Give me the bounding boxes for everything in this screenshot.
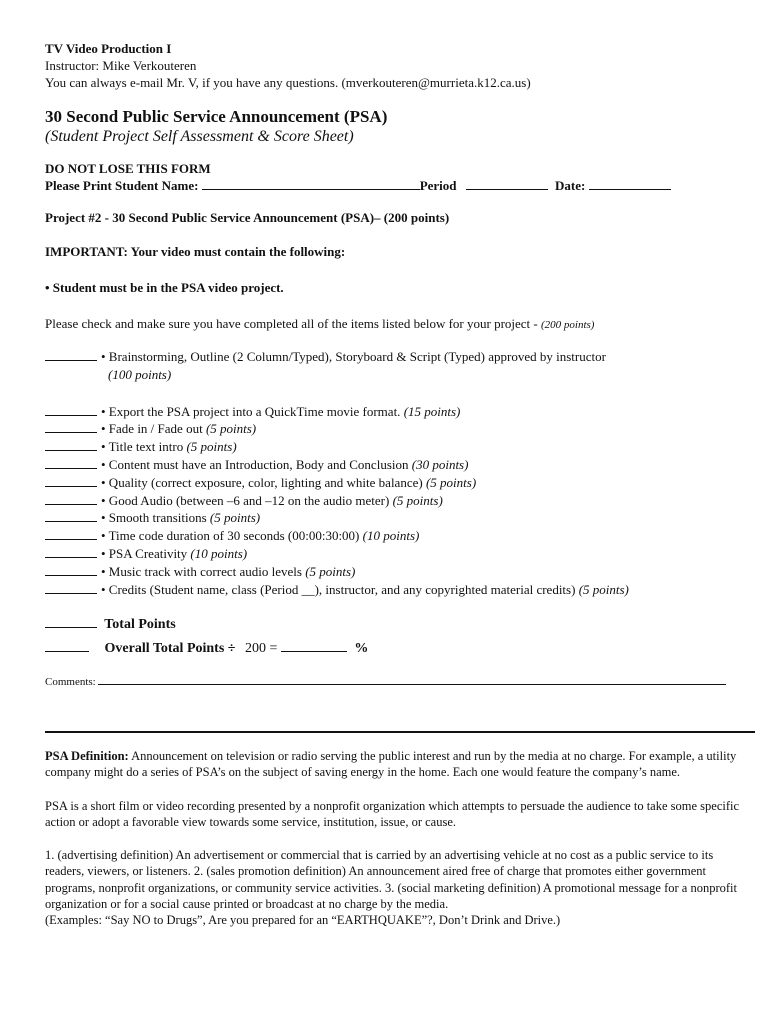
item-text: • Brainstorming, Outline (2 Column/Typed), Storyboard & Script (Typed) approved by instructor <box>101 349 606 364</box>
checkbox-line[interactable] <box>45 404 97 416</box>
psa-numbered-definitions: 1. (advertising definition) An advertisement or commercial that is carried by an advertising vehicle at no cost as a public service to its readers, viewers, or listeners. 2. (sales promotion definition) An announcement aired free of charge that promotes either government programs, nonprofit organizations, or community service activities. 3. (social marketing definition) A promotional message for a nonprofit organization or for a social cause printed or broadcast at no charge by the media. <box>45 848 737 912</box>
notice: DO NOT LOSE THIS FORM <box>45 161 211 176</box>
item-text: • Music track with correct audio levels <box>101 563 306 579</box>
item-points: (5 points) <box>578 581 629 597</box>
comments-field[interactable] <box>98 676 726 685</box>
item-points: (5 points) <box>186 439 237 455</box>
comments-row <box>45 674 735 691</box>
item-points: (30 points) <box>411 456 469 472</box>
checkbox-line[interactable] <box>45 582 97 594</box>
student-name-label: Please Print Student Name: <box>45 178 199 193</box>
instruction-line <box>45 315 735 334</box>
checklist-item <box>45 581 735 599</box>
item-text: • Good Audio (between –6 and –12 on the audio meter) <box>101 492 393 508</box>
checklist-item <box>45 563 735 581</box>
overall-total-row <box>45 640 735 657</box>
project-line: Project #2 - 30 Second Public Service Announcement (PSA)– (200 points) <box>45 210 450 225</box>
checklist-item <box>45 474 735 492</box>
date-field[interactable] <box>589 178 671 190</box>
checklist-item <box>45 545 735 563</box>
checklist-item <box>45 509 735 527</box>
checkbox-line[interactable] <box>45 528 97 540</box>
checkbox-line[interactable] <box>45 546 97 558</box>
item-text: • Export the PSA project into a QuickTime movie format. <box>101 403 404 419</box>
checkbox-line[interactable] <box>45 510 97 522</box>
percent-sign: % <box>354 641 369 657</box>
total-points-field[interactable] <box>45 616 97 628</box>
checklist-first-item <box>45 348 735 384</box>
page-title: 30 Second Public Service Announcement (PSA) <box>45 107 388 126</box>
checklist-item <box>45 492 735 510</box>
section-divider <box>45 731 755 733</box>
psa-description: PSA is a short film or video recording presented by a nonprofit organization which attempts to persuade the audience to take some specific action or adopt a favorable view towards some service, institution, issue, or cause. <box>45 798 740 829</box>
item-text: • Content must have an Introduction, Body and Conclusion <box>101 456 412 472</box>
item-points: (5 points) <box>392 492 443 508</box>
checkbox-line[interactable] <box>45 421 97 433</box>
instruction-points: (200 points) <box>541 319 595 331</box>
overall-total-field[interactable] <box>45 640 89 652</box>
checklist-item <box>45 527 735 545</box>
psa-definition-text: Announcement on television or radio serving the public interest and run by the media at no charge. For example, a utility company might do a series of PSA’s on the subject of saving energy in the home. Each one would feature the company’s name. <box>45 749 737 780</box>
checkbox-line[interactable] <box>45 493 97 505</box>
period-label: Period <box>419 178 457 193</box>
item-points: (5 points) <box>209 510 261 526</box>
psa-definition-label: PSA Definition: <box>45 749 129 763</box>
checkbox-line[interactable] <box>45 349 97 361</box>
checklist-item <box>45 403 735 421</box>
date-label: Date: <box>555 178 586 193</box>
divisor-text: 200 = <box>244 641 278 657</box>
psa-definition <box>45 748 740 781</box>
item-text: • Time code duration of 30 seconds (00:00:30:00) <box>101 528 363 544</box>
item-points: (15 points) <box>403 403 461 419</box>
checkbox-line[interactable] <box>45 439 97 451</box>
item-text: • PSA Creativity <box>101 545 191 561</box>
overall-total-label: Overall Total Points ÷ <box>104 641 236 657</box>
psa-examples: (Examples: “Say NO to Drugs”, Are you prepared for an “EARTHQUAKE”?, Don’t Drink and Drive.) <box>45 913 561 928</box>
checklist-item <box>45 456 735 474</box>
checkbox-line[interactable] <box>45 475 97 487</box>
total-points-label: Total Points <box>104 617 176 633</box>
item-text: • Smooth transitions <box>101 510 210 526</box>
item-points: (10 points) <box>362 528 420 544</box>
item-points: (10 points) <box>190 545 248 561</box>
score-sheet <box>45 40 735 691</box>
instructor-name: Instructor: Mike Verkouteren <box>45 58 197 73</box>
definitions-section <box>45 748 740 929</box>
item-points: (5 points) <box>305 563 356 579</box>
item-text: • Quality (correct exposure, color, lighting and white balance) <box>101 474 426 490</box>
checklist-item <box>45 420 735 438</box>
percent-field[interactable] <box>281 640 347 652</box>
page-subtitle: (Student Project Self Assessment & Score Sheet) <box>45 128 354 145</box>
student-name-field[interactable] <box>202 178 420 190</box>
student-info-row <box>45 177 735 194</box>
item-text: • Credits (Student name, class (Period __), instructor, and any copyrighted material credits) <box>101 581 579 597</box>
period-field[interactable] <box>466 178 548 190</box>
contact-line: You can always e-mail Mr. V, if you have any questions. (mverkouteren@murrieta.k12.ca.us) <box>45 75 531 90</box>
item-text: • Fade in / Fade out <box>101 421 206 437</box>
comments-label: Comments: <box>45 676 96 689</box>
instruction-text: Please check and make sure you have completed all of the items listed below for your project - <box>45 316 541 331</box>
checkbox-line[interactable] <box>45 564 97 576</box>
course-title: TV Video Production I <box>45 41 172 56</box>
item-points: (100 points) <box>108 366 172 382</box>
item-points: (5 points) <box>205 421 257 437</box>
checklist <box>45 403 735 599</box>
checklist-item <box>45 438 735 456</box>
total-points-row <box>45 616 735 633</box>
requirement-line: • Student must be in the PSA video project. <box>45 280 284 295</box>
checkbox-line[interactable] <box>45 457 97 469</box>
item-points: (5 points) <box>425 474 477 490</box>
item-text: • Title text intro <box>101 439 187 455</box>
important-heading: IMPORTANT: Your video must contain the following: <box>45 244 346 259</box>
